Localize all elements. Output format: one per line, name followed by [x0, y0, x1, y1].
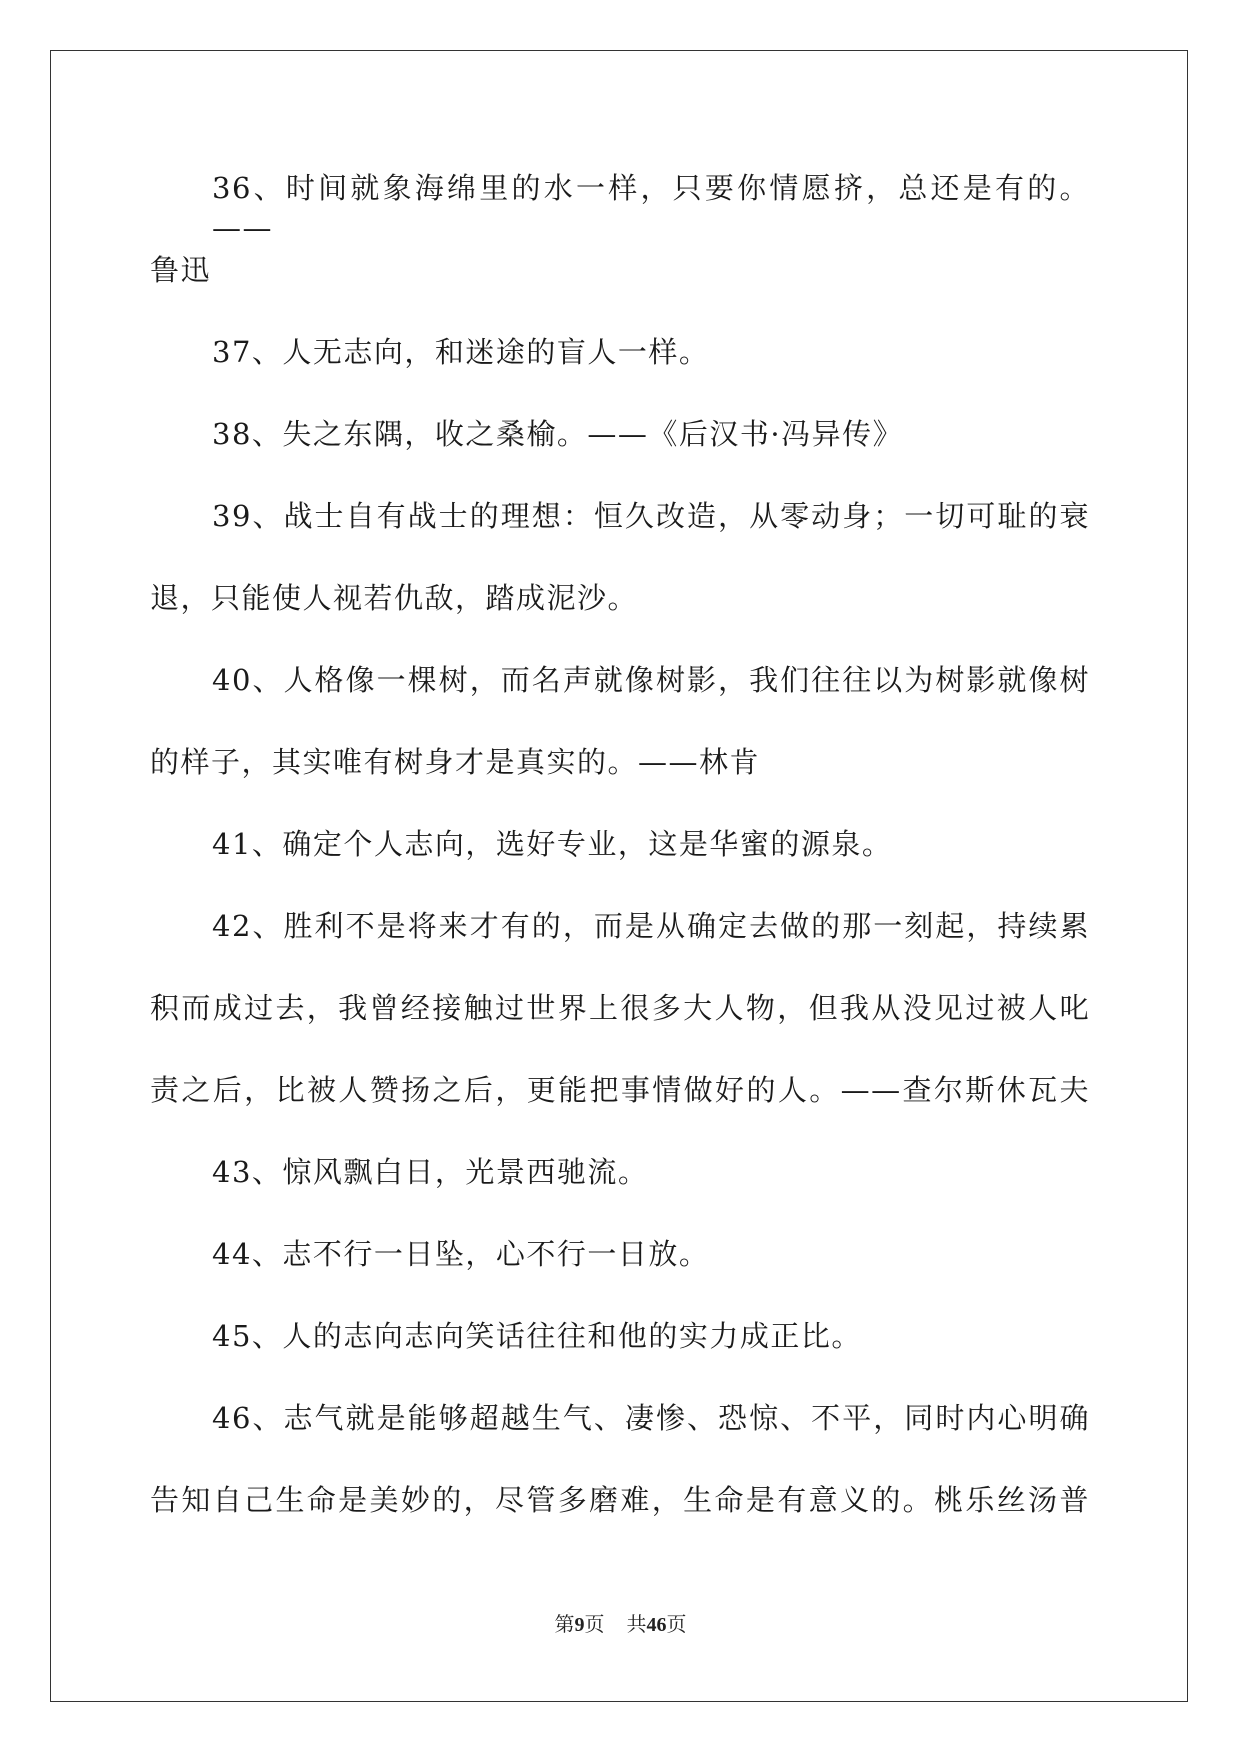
text-line: 39、战士自有战士的理想：恒久改造，从零动身；一切可耻的衰: [212, 499, 1090, 533]
total-suffix: 页: [666, 1612, 687, 1636]
total-prefix: 共: [626, 1612, 647, 1636]
text-line: 的样子，其实唯有树身才是真实的。——林肯: [150, 745, 761, 779]
text-line: 45、人的志向志向笑话往往和他的实力成正比。: [212, 1319, 862, 1353]
total-pages: 46: [646, 1614, 667, 1636]
text-line: 46、志气就是能够超越生气、凄惨、恐惊、不平，同时内心明确: [212, 1401, 1090, 1435]
page-border: [50, 50, 1188, 1702]
text-line: 42、胜利不是将来才有的，而是从确定去做的那一刻起，持续累: [212, 909, 1090, 943]
text-line: 44、志不行一日坠，心不行一日放。: [212, 1237, 710, 1271]
page-number: 9: [574, 1614, 585, 1636]
page-footer: [0, 1612, 1241, 1637]
text-line: 43、惊风飘白日，光景西驰流。: [212, 1155, 649, 1189]
text-line: 告知自己生命是美妙的，尽管多磨难，生命是有意义的。桃乐丝汤普: [150, 1483, 1090, 1517]
text-line: 38、失之东隅，收之桑榆。——《后汉书·冯异传》: [212, 417, 904, 451]
text-line: 40、人格像一棵树，而名声就像树影，我们往往以为树影就像树: [212, 663, 1090, 697]
text-line: 退，只能使人视若仇敌，踏成泥沙。: [150, 581, 639, 615]
page-prefix: 第: [554, 1612, 575, 1636]
text-line: 37、人无志向，和迷途的盲人一样。: [212, 335, 710, 369]
text-line: 积而成过去，我曾经接触过世界上很多大人物，但我从没见过被人叱: [150, 991, 1090, 1025]
text-line: 36、时间就象海绵里的水一样，只要你情愿挤，总还是有的。——: [212, 171, 1090, 245]
text-line: 鲁迅: [150, 253, 212, 287]
text-line: 41、确定个人志向，选好专业，这是华蜜的源泉。: [212, 827, 893, 861]
text-line: 责之后，比被人赞扬之后，更能把事情做好的人。——查尔斯休瓦夫: [150, 1073, 1090, 1107]
page-suffix: 页: [584, 1612, 605, 1636]
